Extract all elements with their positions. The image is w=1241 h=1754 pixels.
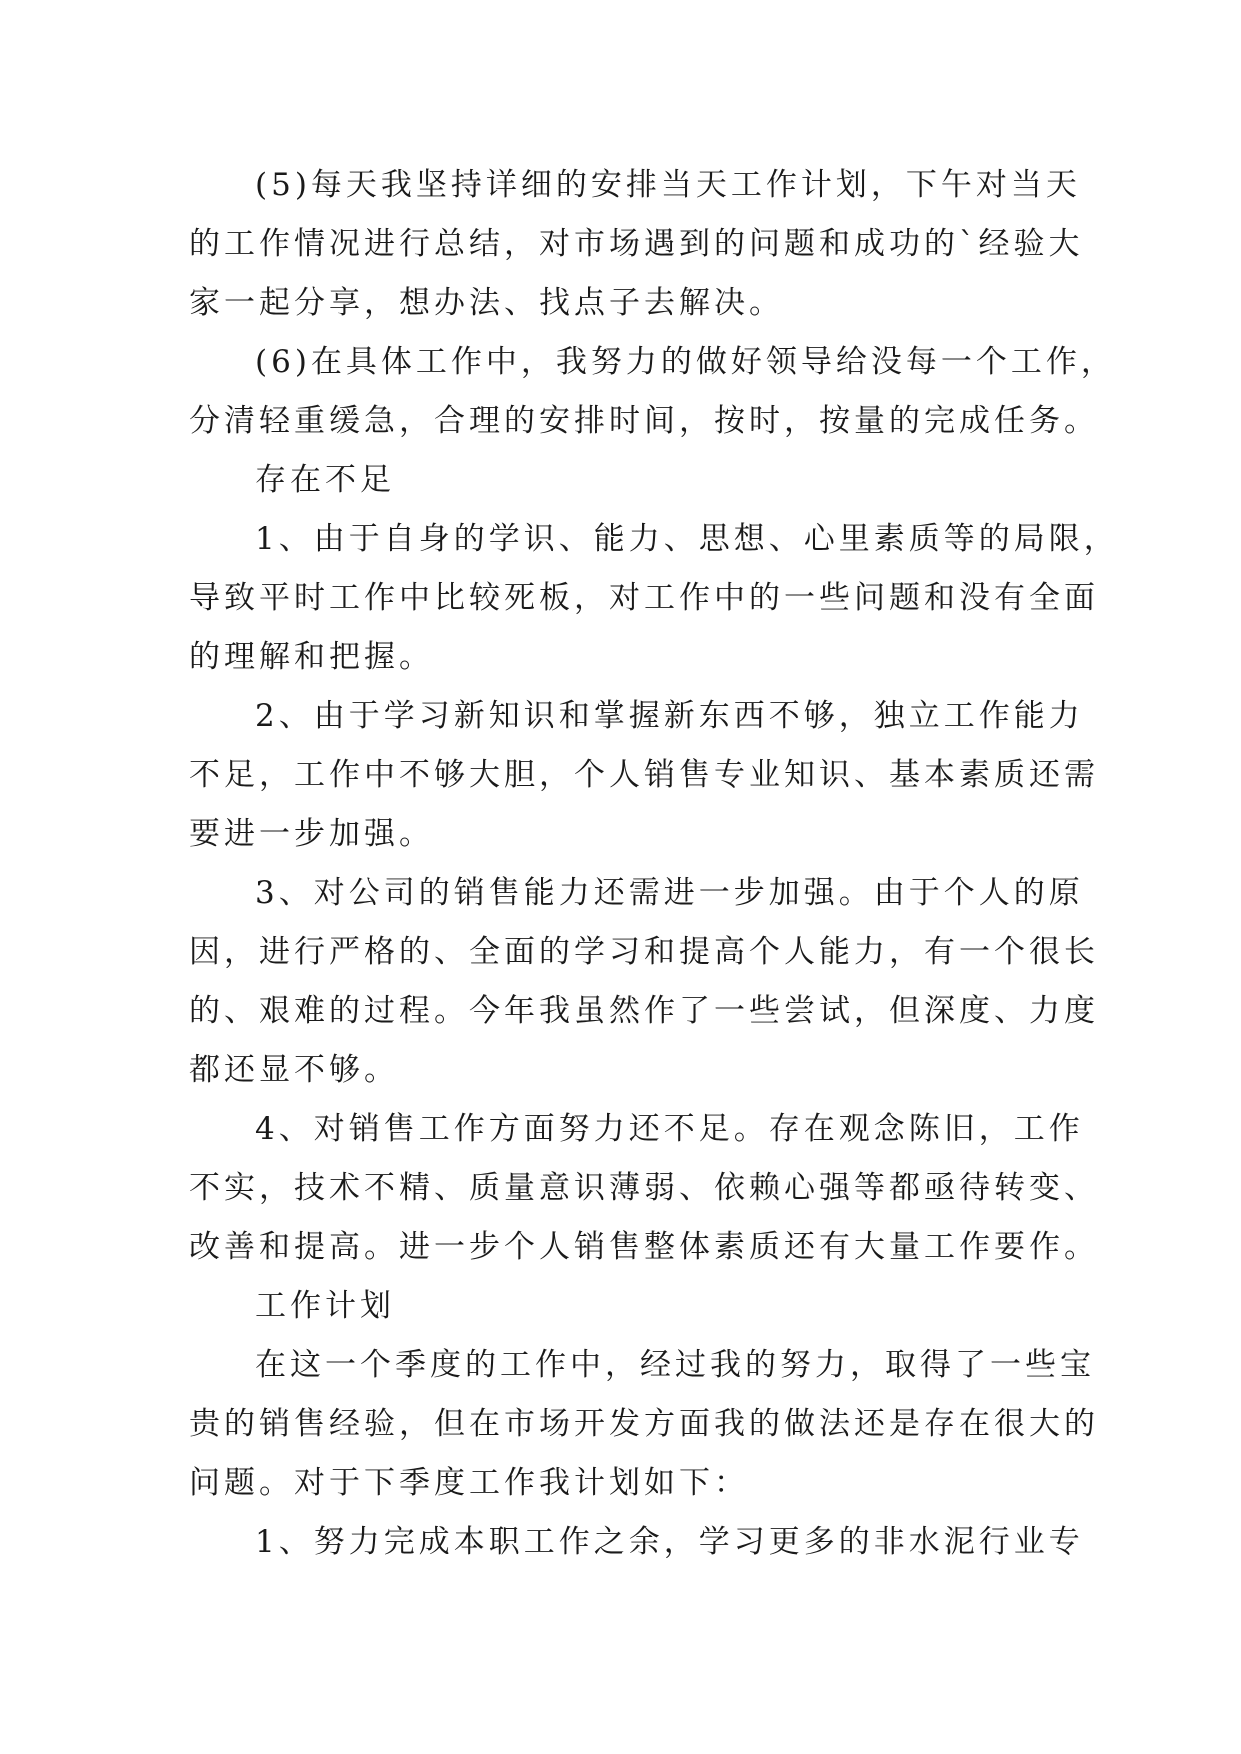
text-line: 问题。对于下季度工作我计划如下： — [189, 1465, 749, 1501]
text-line: 分清轻重缓急，合理的安排时间，按时，按量的完成任务。 — [189, 403, 1099, 439]
shortcoming-item-1 — [189, 510, 1119, 687]
plan-intro-paragraph — [189, 1336, 1099, 1513]
text-line: 3、对公司的销售能力还需进一步加强。由于个人的原 — [255, 875, 1084, 911]
text-line: 家一起分享，想办法、找点子去解决。 — [189, 285, 784, 321]
text-line: 的、艰难的过程。今年我虽然作了一些尝试，但深度、力度 — [189, 993, 1099, 1029]
text-line: (6)在具体工作中，我努力的做好领导给没每一个工作， — [255, 344, 1116, 380]
shortcoming-item-3 — [189, 864, 1099, 1100]
paragraph-item-6 — [189, 333, 1116, 451]
text-line: 贵的销售经验，但在市场开发方面我的做法还是存在很大的 — [189, 1406, 1099, 1442]
section-heading: 存在不足 — [255, 462, 395, 498]
section-heading: 工作计划 — [255, 1288, 395, 1324]
text-line: 在这一个季度的工作中，经过我的努力，取得了一些宝 — [255, 1347, 1095, 1383]
text-line: 2、由于学习新知识和掌握新东西不够，独立工作能力 — [255, 698, 1084, 734]
section-heading-shortcomings — [189, 451, 1069, 510]
text-line: 1、由于自身的学识、能力、思想、心里素质等的局限， — [255, 521, 1119, 557]
text-line: 改善和提高。进一步个人销售整体素质还有大量工作要作。 — [189, 1229, 1099, 1265]
text-line: 都还显不够。 — [189, 1052, 399, 1088]
document-page — [189, 156, 1119, 1572]
text-line: 的工作情况进行总结，对市场遇到的问题和成功的`经验大 — [189, 226, 1084, 262]
shortcoming-item-4 — [189, 1100, 1099, 1277]
text-line: 要进一步加强。 — [189, 816, 434, 852]
text-line: 导致平时工作中比较死板，对工作中的一些问题和没有全面 — [189, 580, 1099, 616]
text-line: 因，进行严格的、全面的学习和提高个人能力，有一个很长 — [189, 934, 1099, 970]
section-heading-plan — [189, 1277, 1069, 1336]
text-line: 的理解和把握。 — [189, 639, 434, 675]
text-line: 4、对销售工作方面努力还不足。存在观念陈旧，工作 — [255, 1111, 1084, 1147]
text-line: (5)每天我坚持详细的安排当天工作计划，下午对当天 — [255, 167, 1081, 203]
text-line: 不足，工作中不够大胆，个人销售专业知识、基本素质还需 — [189, 757, 1099, 793]
text-line: 不实，技术不精、质量意识薄弱、依赖心强等都亟待转变、 — [189, 1170, 1099, 1206]
paragraph-item-5 — [189, 156, 1084, 333]
text-line: 1、努力完成本职工作之余，学习更多的非水泥行业专 — [255, 1524, 1084, 1560]
plan-item-1 — [189, 1513, 1084, 1572]
shortcoming-item-2 — [189, 687, 1099, 864]
